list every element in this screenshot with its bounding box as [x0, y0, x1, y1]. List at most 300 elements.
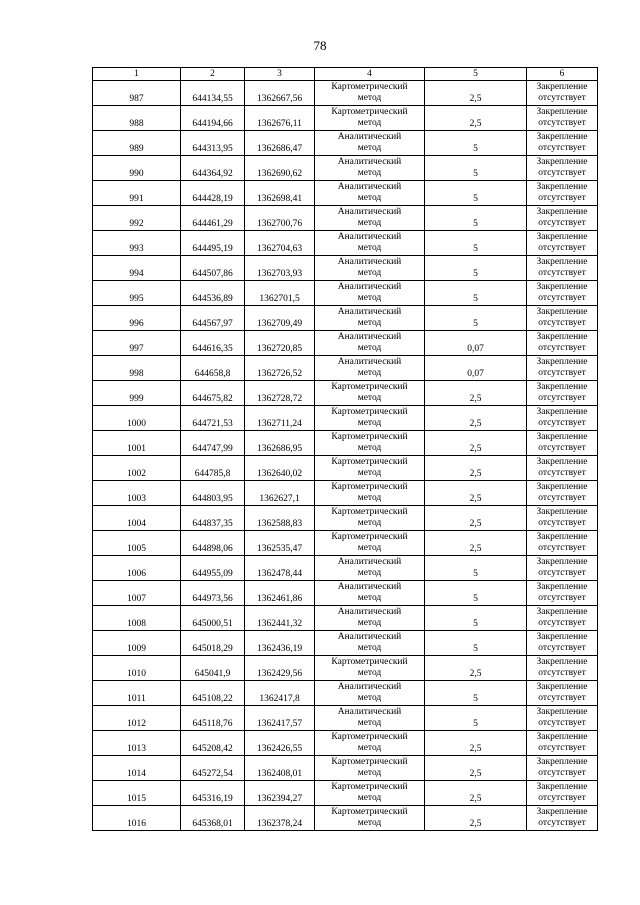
method-cell-line: Картометрический [331, 757, 408, 767]
fastening-cell [527, 106, 598, 131]
table-row [93, 606, 598, 631]
fastening-cell [527, 281, 598, 306]
point-number-cell: 1009 [93, 631, 181, 656]
fastening-cell-line: отсутствует [538, 418, 586, 428]
y-coordinate-cell: 1362726,52 [245, 356, 315, 381]
accuracy-cell: 5 [425, 131, 527, 156]
accuracy-cell: 2,5 [425, 406, 527, 431]
table-row [93, 681, 598, 706]
y-coordinate-cell: 1362478,44 [245, 556, 315, 581]
x-coordinate-cell: 644955,09 [181, 556, 245, 581]
table-body [93, 81, 598, 831]
table-row [93, 631, 598, 656]
y-coordinate-cell: 1362704,63 [245, 231, 315, 256]
y-coordinate-cell: 1362378,24 [245, 806, 315, 831]
method-cell [315, 131, 425, 156]
y-coordinate-cell: 1362429,56 [245, 656, 315, 681]
x-coordinate-cell: 644313,95 [181, 131, 245, 156]
column-header: 3 [245, 68, 315, 81]
column-header: 1 [93, 68, 181, 81]
method-cell-line: Картометрический [331, 807, 408, 817]
method-cell-line: Картометрический [331, 107, 408, 117]
x-coordinate-cell: 644803,95 [181, 481, 245, 506]
fastening-cell [527, 431, 598, 456]
y-coordinate-cell: 1362700,76 [245, 206, 315, 231]
method-cell [315, 406, 425, 431]
fastening-cell-line: Закрепление [536, 357, 588, 367]
table-row [93, 406, 598, 431]
method-cell [315, 256, 425, 281]
point-number-cell: 990 [93, 156, 181, 181]
method-cell-line: метод [357, 693, 382, 703]
method-cell-line: метод [357, 718, 382, 728]
y-coordinate-cell: 1362535,47 [245, 531, 315, 556]
fastening-cell [527, 731, 598, 756]
method-cell [315, 306, 425, 331]
x-coordinate-cell: 645368,01 [181, 806, 245, 831]
method-cell-line: метод [357, 768, 382, 778]
fastening-cell-line: отсутствует [538, 768, 586, 778]
method-cell-line: Картометрический [331, 82, 408, 92]
method-cell-line: метод [357, 493, 382, 503]
accuracy-cell: 5 [425, 181, 527, 206]
fastening-cell-line: Закрепление [536, 532, 588, 542]
method-cell [315, 356, 425, 381]
fastening-cell [527, 681, 598, 706]
accuracy-cell: 5 [425, 281, 527, 306]
method-cell-line: метод [357, 318, 382, 328]
x-coordinate-cell: 644785,8 [181, 456, 245, 481]
y-coordinate-cell: 1362461,86 [245, 581, 315, 606]
fastening-cell-line: отсутствует [538, 518, 586, 528]
method-cell-line: метод [357, 93, 382, 103]
accuracy-cell: 2,5 [425, 506, 527, 531]
fastening-cell-line: Закрепление [536, 582, 588, 592]
accuracy-cell: 5 [425, 581, 527, 606]
x-coordinate-cell: 645316,19 [181, 781, 245, 806]
method-cell [315, 806, 425, 831]
method-cell [315, 206, 425, 231]
point-number-cell: 991 [93, 181, 181, 206]
y-coordinate-cell: 1362698,41 [245, 181, 315, 206]
fastening-cell [527, 206, 598, 231]
fastening-cell-line: Закрепление [536, 157, 588, 167]
column-header: 6 [527, 68, 598, 81]
table-row [93, 731, 598, 756]
accuracy-cell: 2,5 [425, 381, 527, 406]
point-number-cell: 996 [93, 306, 181, 331]
x-coordinate-cell: 644898,06 [181, 531, 245, 556]
table-row [93, 331, 598, 356]
table-row [93, 706, 598, 731]
fastening-cell-line: Закрепление [536, 807, 588, 817]
fastening-cell [527, 656, 598, 681]
table-row [93, 281, 598, 306]
table-row [93, 431, 598, 456]
method-cell-line: Картометрический [331, 732, 408, 742]
fastening-cell-line: Закрепление [536, 657, 588, 667]
method-cell [315, 731, 425, 756]
x-coordinate-cell: 644428,19 [181, 181, 245, 206]
fastening-cell-line: Закрепление [536, 182, 588, 192]
fastening-cell-line: отсутствует [538, 668, 586, 678]
fastening-cell-line: Закрепление [536, 282, 588, 292]
method-cell-line: Аналитический [337, 582, 402, 592]
accuracy-cell: 2,5 [425, 431, 527, 456]
fastening-cell-line: отсутствует [538, 368, 586, 378]
fastening-cell [527, 506, 598, 531]
method-cell-line: метод [357, 793, 382, 803]
accuracy-cell: 0,07 [425, 331, 527, 356]
fastening-cell-line: отсутствует [538, 118, 586, 128]
x-coordinate-cell: 644837,35 [181, 506, 245, 531]
method-cell [315, 456, 425, 481]
table-row [93, 756, 598, 781]
fastening-cell [527, 406, 598, 431]
accuracy-cell: 5 [425, 256, 527, 281]
x-coordinate-cell: 644616,35 [181, 331, 245, 356]
method-cell-line: Аналитический [337, 682, 402, 692]
method-cell-line: метод [357, 193, 382, 203]
fastening-cell-line: Закрепление [536, 757, 588, 767]
accuracy-cell: 2,5 [425, 806, 527, 831]
method-cell [315, 631, 425, 656]
method-cell-line: метод [357, 118, 382, 128]
table-header-row [93, 68, 598, 81]
fastening-cell [527, 631, 598, 656]
method-cell [315, 681, 425, 706]
method-cell [315, 331, 425, 356]
accuracy-cell: 2,5 [425, 781, 527, 806]
point-number-cell: 1011 [93, 681, 181, 706]
y-coordinate-cell: 1362627,1 [245, 481, 315, 506]
method-cell [315, 431, 425, 456]
column-header: 2 [181, 68, 245, 81]
y-coordinate-cell: 1362686,47 [245, 131, 315, 156]
fastening-cell-line: Закрепление [536, 107, 588, 117]
x-coordinate-cell: 644658,8 [181, 356, 245, 381]
method-cell-line: метод [357, 618, 382, 628]
fastening-cell-line: Закрепление [536, 707, 588, 717]
method-cell-line: метод [357, 218, 382, 228]
point-number-cell: 1001 [93, 431, 181, 456]
fastening-cell-line: Закрепление [536, 382, 588, 392]
table-row [93, 181, 598, 206]
y-coordinate-cell: 1362720,85 [245, 331, 315, 356]
fastening-cell [527, 81, 598, 106]
method-cell-line: метод [357, 393, 382, 403]
method-cell-line: Картометрический [331, 432, 408, 442]
fastening-cell-line: Закрепление [536, 782, 588, 792]
fastening-cell-line: Закрепление [536, 732, 588, 742]
fastening-cell-line: отсутствует [538, 643, 586, 653]
fastening-cell-line: Закрепление [536, 607, 588, 617]
point-number-cell: 1013 [93, 731, 181, 756]
point-number-cell: 1007 [93, 581, 181, 606]
table-row [93, 481, 598, 506]
x-coordinate-cell: 644507,86 [181, 256, 245, 281]
fastening-cell-line: отсутствует [538, 593, 586, 603]
y-coordinate-cell: 1362640,02 [245, 456, 315, 481]
fastening-cell-line: отсутствует [538, 793, 586, 803]
x-coordinate-cell: 644364,92 [181, 156, 245, 181]
accuracy-cell: 5 [425, 306, 527, 331]
y-coordinate-cell: 1362686,95 [245, 431, 315, 456]
fastening-cell-line: Закрепление [536, 557, 588, 567]
table-row [93, 531, 598, 556]
method-cell-line: метод [357, 343, 382, 353]
method-cell-line: Аналитический [337, 632, 402, 642]
method-cell-line: метод [357, 593, 382, 603]
point-number-cell: 1010 [93, 656, 181, 681]
accuracy-cell: 2,5 [425, 81, 527, 106]
table-row [93, 781, 598, 806]
column-header: 4 [315, 68, 425, 81]
method-cell-line: Картометрический [331, 782, 408, 792]
point-number-cell: 1015 [93, 781, 181, 806]
fastening-cell [527, 581, 598, 606]
method-cell [315, 556, 425, 581]
table-row [93, 206, 598, 231]
fastening-cell-line: Закрепление [536, 632, 588, 642]
method-cell-line: метод [357, 168, 382, 178]
point-number-cell: 1003 [93, 481, 181, 506]
method-cell-line: метод [357, 368, 382, 378]
method-cell-line: метод [357, 643, 382, 653]
y-coordinate-cell: 1362690,62 [245, 156, 315, 181]
accuracy-cell: 5 [425, 556, 527, 581]
point-number-cell: 1012 [93, 706, 181, 731]
fastening-cell [527, 531, 598, 556]
table-row [93, 81, 598, 106]
method-cell-line: Картометрический [331, 657, 408, 667]
fastening-cell-line: отсутствует [538, 618, 586, 628]
method-cell-line: метод [357, 518, 382, 528]
coordinates-table [92, 67, 598, 831]
fastening-cell-line: отсутствует [538, 93, 586, 103]
fastening-cell-line: отсутствует [538, 318, 586, 328]
x-coordinate-cell: 645000,51 [181, 606, 245, 631]
method-cell [315, 381, 425, 406]
method-cell [315, 606, 425, 631]
fastening-cell-line: отсутствует [538, 693, 586, 703]
fastening-cell [527, 306, 598, 331]
point-number-cell: 1008 [93, 606, 181, 631]
fastening-cell-line: отсутствует [538, 393, 586, 403]
fastening-cell-line: отсутствует [538, 443, 586, 453]
fastening-cell-line: отсутствует [538, 268, 586, 278]
accuracy-cell: 2,5 [425, 756, 527, 781]
fastening-cell-line: отсутствует [538, 168, 586, 178]
fastening-cell-line: Закрепление [536, 332, 588, 342]
fastening-cell-line: Закрепление [536, 132, 588, 142]
fastening-cell-line: Закрепление [536, 432, 588, 442]
method-cell-line: Аналитический [337, 707, 402, 717]
fastening-cell-line: отсутствует [538, 343, 586, 353]
fastening-cell-line: отсутствует [538, 218, 586, 228]
method-cell-line: метод [357, 143, 382, 153]
method-cell-line: Картометрический [331, 507, 408, 517]
fastening-cell-line: отсутствует [538, 143, 586, 153]
table-row [93, 231, 598, 256]
table-row [93, 456, 598, 481]
x-coordinate-cell: 644536,89 [181, 281, 245, 306]
method-cell [315, 281, 425, 306]
table-row [93, 806, 598, 831]
method-cell-line: Аналитический [337, 557, 402, 567]
accuracy-cell: 2,5 [425, 731, 527, 756]
method-cell [315, 231, 425, 256]
table-row [93, 556, 598, 581]
method-cell-line: метод [357, 418, 382, 428]
accuracy-cell: 2,5 [425, 481, 527, 506]
fastening-cell-line: Закрепление [536, 232, 588, 242]
method-cell-line: Картометрический [331, 532, 408, 542]
accuracy-cell: 2,5 [425, 656, 527, 681]
method-cell-line: Картометрический [331, 382, 408, 392]
fastening-cell [527, 756, 598, 781]
column-header: 5 [425, 68, 527, 81]
method-cell-line: метод [357, 543, 382, 553]
accuracy-cell: 5 [425, 681, 527, 706]
y-coordinate-cell: 1362711,24 [245, 406, 315, 431]
x-coordinate-cell: 644134,55 [181, 81, 245, 106]
method-cell [315, 81, 425, 106]
x-coordinate-cell: 644567,97 [181, 306, 245, 331]
method-cell-line: метод [357, 668, 382, 678]
y-coordinate-cell: 1362701,5 [245, 281, 315, 306]
fastening-cell [527, 256, 598, 281]
point-number-cell: 1014 [93, 756, 181, 781]
fastening-cell [527, 456, 598, 481]
method-cell [315, 756, 425, 781]
method-cell-line: Картометрический [331, 457, 408, 467]
method-cell-line: Аналитический [337, 282, 402, 292]
fastening-cell-line: отсутствует [538, 818, 586, 828]
fastening-cell-line: отсутствует [538, 543, 586, 553]
method-cell-line: метод [357, 568, 382, 578]
fastening-cell-line: отсутствует [538, 718, 586, 728]
y-coordinate-cell: 1362441,32 [245, 606, 315, 631]
x-coordinate-cell: 645118,76 [181, 706, 245, 731]
fastening-cell-line: Закрепление [536, 482, 588, 492]
method-cell-line: Аналитический [337, 157, 402, 167]
x-coordinate-cell: 644675,82 [181, 381, 245, 406]
accuracy-cell: 2,5 [425, 456, 527, 481]
y-coordinate-cell: 1362667,56 [245, 81, 315, 106]
fastening-cell-line: Закрепление [536, 457, 588, 467]
method-cell [315, 106, 425, 131]
fastening-cell [527, 331, 598, 356]
fastening-cell-line: отсутствует [538, 568, 586, 578]
x-coordinate-cell: 644461,29 [181, 206, 245, 231]
x-coordinate-cell: 644721,53 [181, 406, 245, 431]
point-number-cell: 999 [93, 381, 181, 406]
y-coordinate-cell: 1362417,57 [245, 706, 315, 731]
accuracy-cell: 5 [425, 231, 527, 256]
method-cell [315, 781, 425, 806]
method-cell [315, 506, 425, 531]
table-row [93, 256, 598, 281]
method-cell [315, 181, 425, 206]
point-number-cell: 994 [93, 256, 181, 281]
x-coordinate-cell: 645041,9 [181, 656, 245, 681]
y-coordinate-cell: 1362417,8 [245, 681, 315, 706]
method-cell [315, 656, 425, 681]
fastening-cell-line: отсутствует [538, 293, 586, 303]
y-coordinate-cell: 1362394,27 [245, 781, 315, 806]
accuracy-cell: 0,07 [425, 356, 527, 381]
method-cell-line: Аналитический [337, 357, 402, 367]
fastening-cell-line: отсутствует [538, 743, 586, 753]
point-number-cell: 998 [93, 356, 181, 381]
fastening-cell [527, 781, 598, 806]
point-number-cell: 1000 [93, 406, 181, 431]
accuracy-cell: 5 [425, 606, 527, 631]
method-cell [315, 531, 425, 556]
y-coordinate-cell: 1362426,55 [245, 731, 315, 756]
x-coordinate-cell: 644747,99 [181, 431, 245, 456]
accuracy-cell: 5 [425, 706, 527, 731]
point-number-cell: 997 [93, 331, 181, 356]
x-coordinate-cell: 644194,66 [181, 106, 245, 131]
method-cell-line: метод [357, 818, 382, 828]
x-coordinate-cell: 645208,42 [181, 731, 245, 756]
y-coordinate-cell: 1362709,49 [245, 306, 315, 331]
fastening-cell-line: Закрепление [536, 507, 588, 517]
fastening-cell [527, 231, 598, 256]
method-cell [315, 706, 425, 731]
table-row [93, 356, 598, 381]
method-cell-line: Аналитический [337, 182, 402, 192]
table-row [93, 506, 598, 531]
fastening-cell-line: отсутствует [538, 193, 586, 203]
method-cell-line: метод [357, 268, 382, 278]
table-row [93, 106, 598, 131]
fastening-cell-line: отсутствует [538, 468, 586, 478]
accuracy-cell: 5 [425, 156, 527, 181]
point-number-cell: 995 [93, 281, 181, 306]
y-coordinate-cell: 1362676,11 [245, 106, 315, 131]
point-number-cell: 1006 [93, 556, 181, 581]
method-cell-line: Аналитический [337, 132, 402, 142]
fastening-cell [527, 481, 598, 506]
method-cell-line: Картометрический [331, 482, 408, 492]
method-cell-line: Аналитический [337, 232, 402, 242]
fastening-cell-line: Закрепление [536, 407, 588, 417]
fastening-cell [527, 356, 598, 381]
fastening-cell-line: Закрепление [536, 257, 588, 267]
table-row [93, 656, 598, 681]
table-row [93, 381, 598, 406]
fastening-cell [527, 806, 598, 831]
fastening-cell [527, 606, 598, 631]
accuracy-cell: 5 [425, 206, 527, 231]
table-row [93, 581, 598, 606]
method-cell [315, 481, 425, 506]
x-coordinate-cell: 644495,19 [181, 231, 245, 256]
method-cell-line: Аналитический [337, 307, 402, 317]
table-row [93, 131, 598, 156]
method-cell [315, 581, 425, 606]
fastening-cell [527, 181, 598, 206]
fastening-cell-line: отсутствует [538, 493, 586, 503]
method-cell-line: метод [357, 743, 382, 753]
point-number-cell: 1016 [93, 806, 181, 831]
fastening-cell-line: Закрепление [536, 682, 588, 692]
accuracy-cell: 2,5 [425, 531, 527, 556]
method-cell-line: Аналитический [337, 257, 402, 267]
